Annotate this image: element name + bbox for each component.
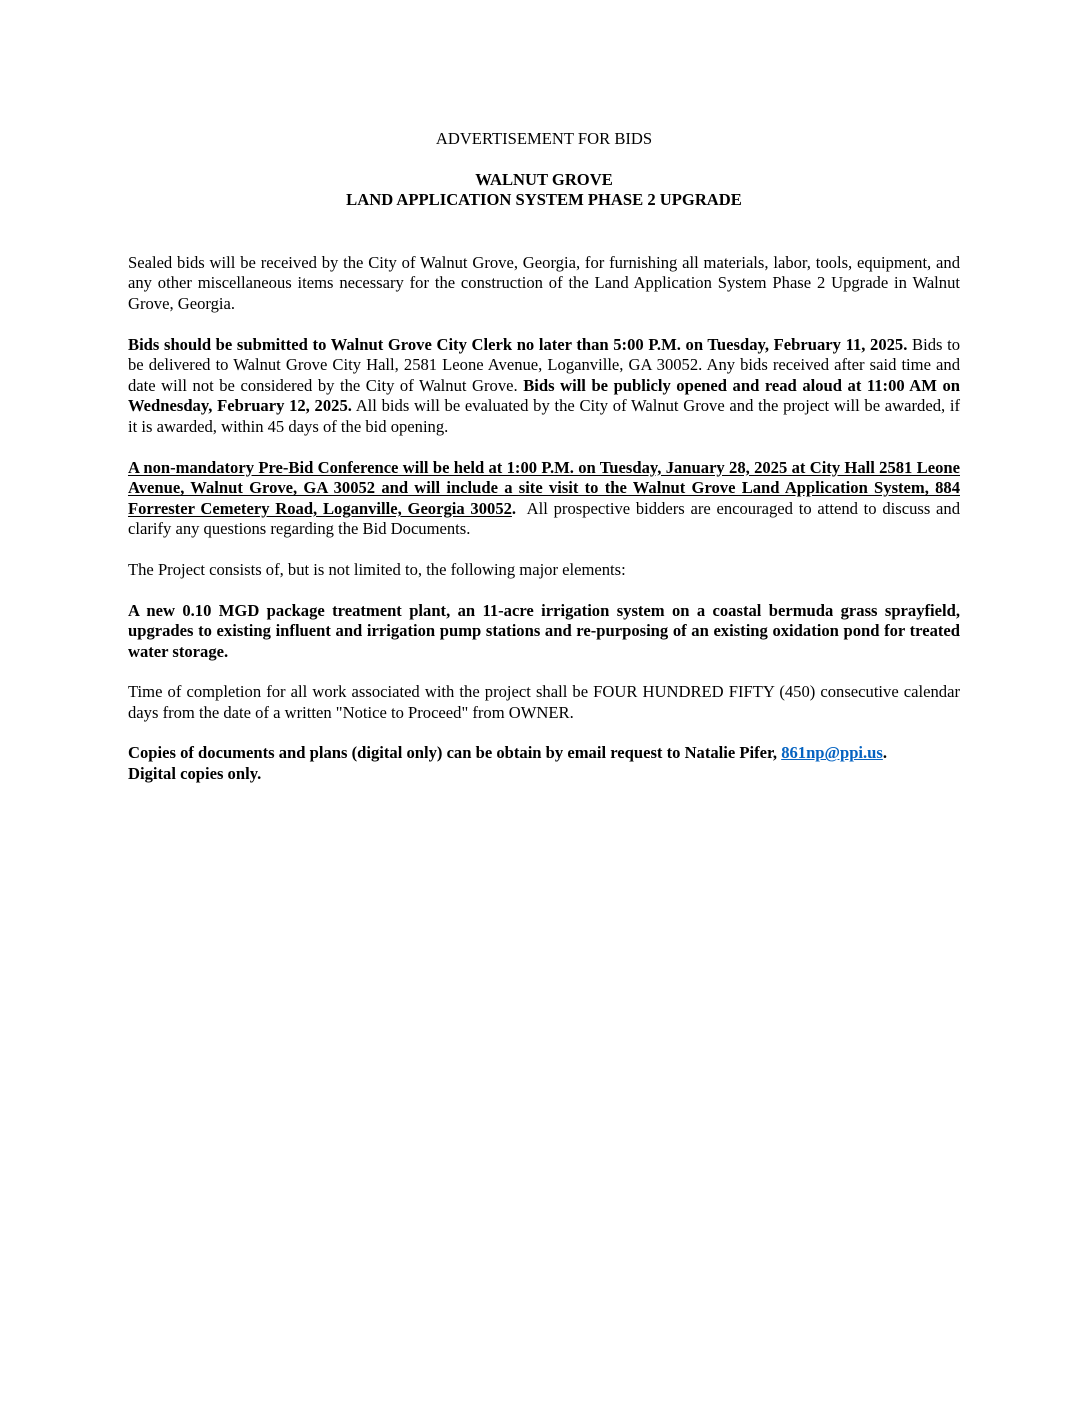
- prebid-paragraph: [128, 457, 965, 540]
- document-page: [128, 128, 965, 785]
- bid-opening-time: Bids will be publicly opened and read aloud at 11:00 AM on Wednesday, February 12, 2025.: [128, 375, 961, 416]
- project-owner-title: WALNUT GROVE: [475, 169, 613, 189]
- delivery-location: Bids to be delivered to Walnut Grove City Hall, 2581 Leone Avenue, Loganville, GA 30052. Any bids received after said time and date will not be considered by the City of Walnut Grove.: [128, 334, 960, 395]
- documents-paragraph: [128, 743, 960, 784]
- submission-deadline: Bids should be submitted to Walnut Grove City Clerk no later than 5:00 P.M. on Tuesday, February 11, 2025.: [128, 334, 908, 354]
- prebid-encouragement: All prospective bidders are encouraged to attend to discuss and clarify any questions regarding the Bid Documents.: [128, 498, 965, 539]
- intro-paragraph: Sealed bids will be received by the City of Walnut Grove, Georgia, for furnishing all materials, labor, tools, equipment, and any other miscellaneous items necessary for the construction of the Land Application System Phase 2 Upgrade in Walnut Grove, Georgia.: [128, 252, 960, 313]
- contact-email-link[interactable]: 861np@ppi.us: [781, 743, 883, 763]
- prebid-conference-notice: A non-mandatory Pre-Bid Conference will be held at 1:00 P.M. on Tuesday, January 28, 2025 at City Hall 2581 Leone Avenue, Walnut Grove, GA 30052 and will include a site visit to the Walnut Grove Land Application System, 884 Forrester Cemetery Road, Loganville, Georgia 30052: [128, 457, 960, 518]
- project-elements-paragraph: [128, 601, 960, 663]
- documents-request: Copies of documents and plans (digital only) can be obtain by email request to Natalie Pifer,: [128, 743, 782, 763]
- documents-period: .: [882, 743, 888, 763]
- advertisement-title: ADVERTISEMENT FOR BIDS: [435, 129, 653, 148]
- project-title-block: [128, 170, 960, 211]
- prebid-period: .: [511, 498, 517, 518]
- completion-paragraph: Time of completion for all work associated with the project shall be FOUR HUNDRED FIFTY (450) consecutive calendar days from the date of a written "Notice to Proceed" from OWNER.: [128, 682, 960, 722]
- project-elements: A new 0.10 MGD package treatment plant, an 11-acre irrigation system on a coastal bermuda grass sprayfield, upgrades to existing influent and irrigation pump stations and re-purposing of an existing oxidation pond for treated water storage.: [128, 600, 960, 661]
- digital-only-note: Digital copies only.: [128, 764, 262, 784]
- project-intro-paragraph: The Project consists of, but is not limited to, the following major elements:: [128, 559, 626, 579]
- submission-paragraph: [128, 335, 960, 438]
- project-name-title: LAND APPLICATION SYSTEM PHASE 2 UPGRADE: [346, 190, 742, 210]
- award-terms: All bids will be evaluated by the City of Walnut Grove and the project will be awarded, if it is awarded, within 45 days of the bid opening.: [128, 396, 960, 436]
